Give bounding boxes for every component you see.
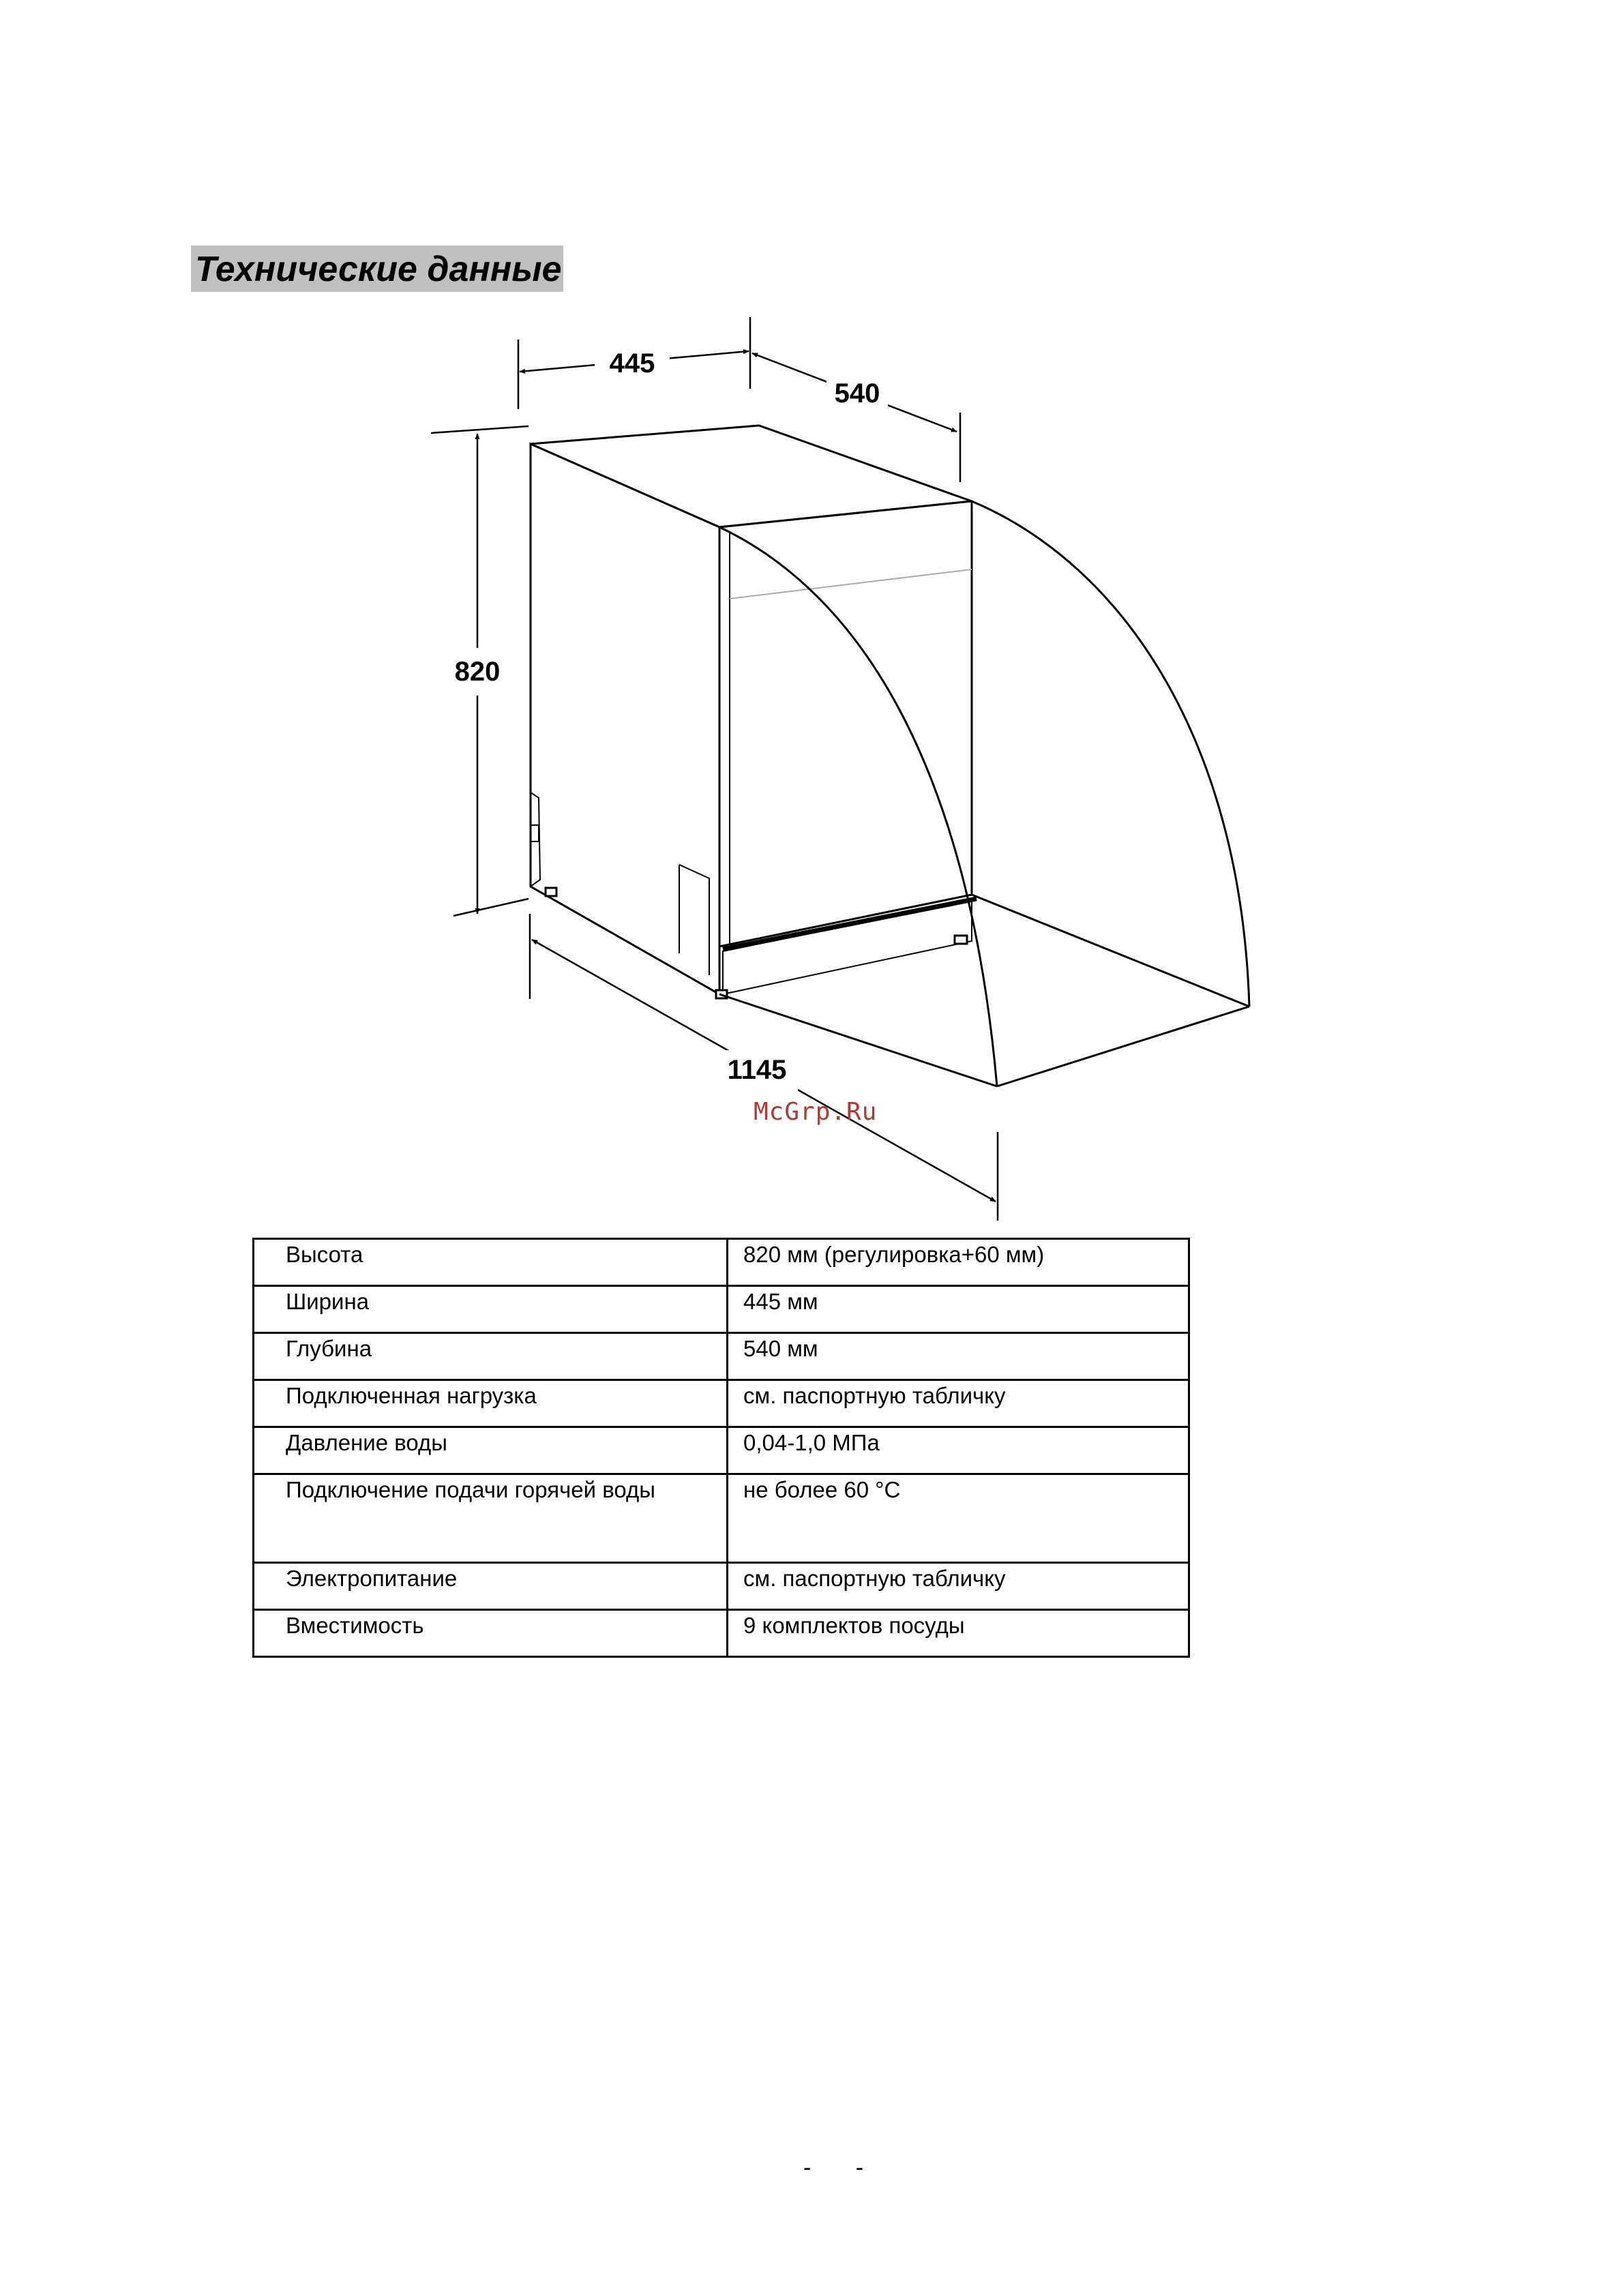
page-title: Технические данные <box>191 245 563 292</box>
spec-value: 0,04-1,0 МПа <box>728 1427 1189 1474</box>
spec-label: Высота <box>254 1239 728 1286</box>
watermark: McGrp.Ru <box>754 1098 878 1126</box>
spec-label: Подключенная нагрузка <box>254 1380 728 1427</box>
spec-value: 540 мм <box>728 1333 1189 1380</box>
open-depth-dimension-label: 1145 <box>727 1055 787 1085</box>
spec-value: 445 мм <box>728 1286 1189 1333</box>
table-row <box>254 1427 1189 1474</box>
table-row <box>254 1333 1189 1380</box>
table-row <box>254 1239 1189 1286</box>
spec-value: см. паспортную табличку <box>728 1380 1189 1427</box>
width-dimension-label: 445 <box>609 348 655 378</box>
depth-dimension-label: 540 <box>834 378 880 408</box>
spec-value: 820 мм (регулировка+60 мм) <box>728 1239 1189 1286</box>
table-row <box>254 1610 1189 1657</box>
spec-value: 9 комплектов посуды <box>728 1610 1189 1657</box>
spec-label: Давление воды <box>254 1427 728 1474</box>
spec-value: см. паспортную табличку <box>728 1563 1189 1610</box>
table-row <box>254 1474 1189 1563</box>
page-footer: - - <box>803 2155 883 2181</box>
height-dimension-label: 820 <box>454 657 501 687</box>
spec-label: Глубина <box>254 1333 728 1380</box>
table-row <box>254 1286 1189 1333</box>
spec-label: Электропитание <box>254 1563 728 1610</box>
spec-label: Вместимость <box>254 1610 728 1657</box>
spec-label: Подключение подачи горячей воды <box>254 1474 728 1563</box>
spec-label: Ширина <box>254 1286 728 1333</box>
spec-value: не более 60 °C <box>728 1474 1189 1563</box>
table-row <box>254 1380 1189 1427</box>
table-row <box>254 1563 1189 1610</box>
specs-table <box>252 1238 1190 1658</box>
dishwasher-body <box>531 426 977 998</box>
